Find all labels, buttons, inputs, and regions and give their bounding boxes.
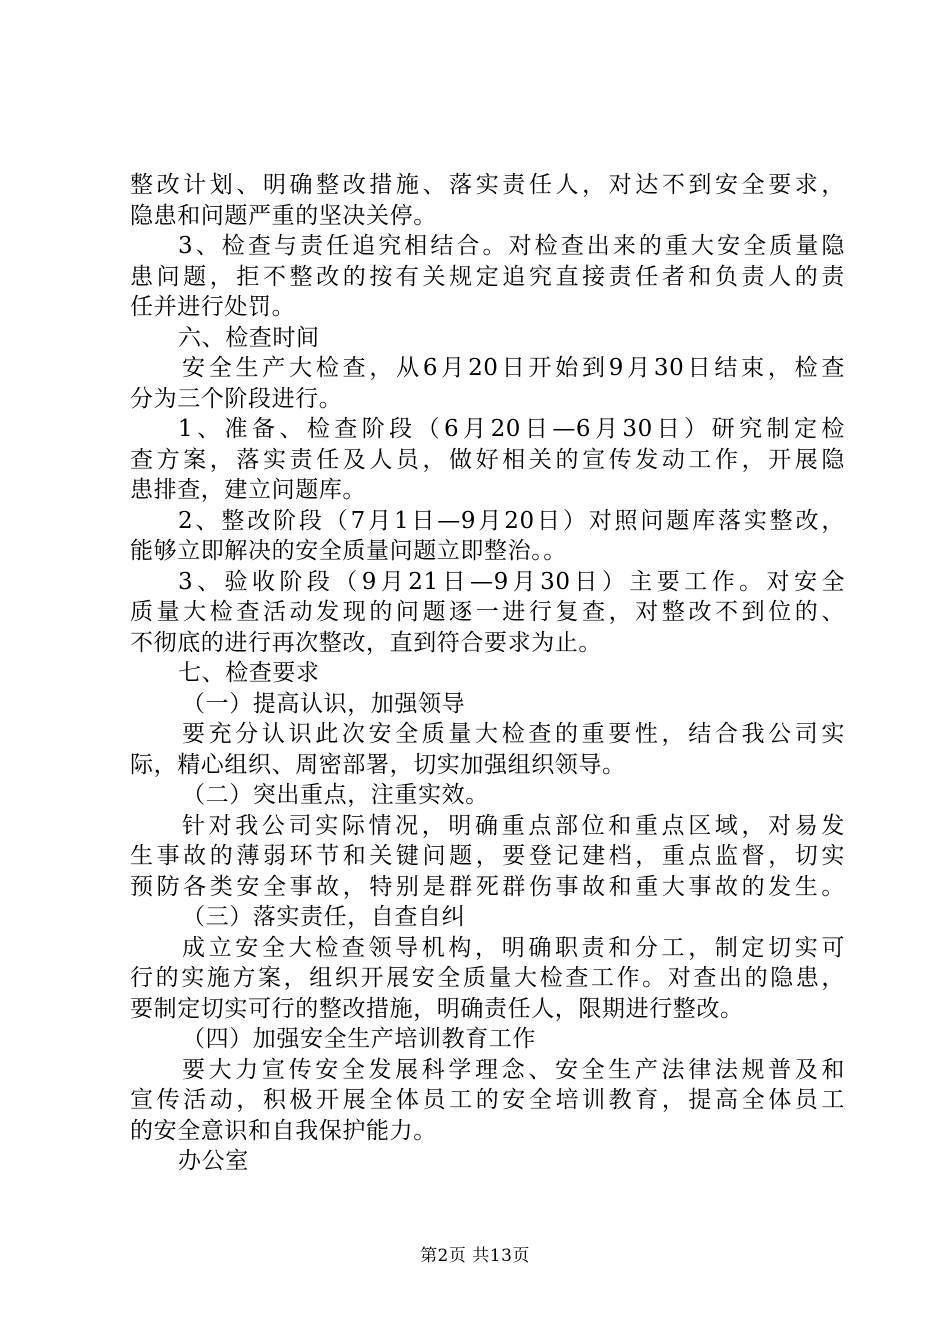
subsection-heading: （四）加强安全生产培训教育工作 [182,1026,536,1052]
text-line: 的安全意识和自我保护能力。 [130,1117,437,1144]
section-heading: 六、检查时间 [178,324,320,351]
text-line: 患排查，建立问题库。 [130,477,366,503]
subsection-heading: （一）提高认识，加强领导 [182,690,466,717]
subsection-heading: （三）落实责任，自查自纠 [182,904,466,930]
text-line: 能够立即解决的安全质量问题立即整治。。 [130,538,567,564]
text-line: 不彻底的进行再次整改，直到符合要求为止。 [130,629,602,656]
text-line: 任并进行处罚。 [130,294,296,320]
text-line: 3、检查与责任追究相结合。对检查出来的重大安全质量隐 [178,233,845,259]
text-line: 隐患和问题严重的坚决关停。 [130,202,437,229]
text-line: 针对我公司实际情况，明确重点部位和重点区域，对易发 [182,812,845,839]
text-line: 3、验收阶段（9月21日—9月30日）主要工作。对安全 [178,568,845,595]
text-line: 宣传活动，积极开展全体员工的安全培训教育，提高全体员工 [130,1087,845,1113]
text-line: 质量大检查活动发现的问题逐一进行复查，对整改不到位的、 [130,599,845,625]
text-line: 患问题，拒不整改的按有关规定追究直接责任者和负责人的责 [130,263,845,290]
text-line: 要制定切实可行的整改措施，明确责任人，限期进行整改。 [130,995,744,1022]
text-line: 际，精心组织、周密部署，切实加强组织领导。 [130,751,626,778]
text-line: 安全生产大检查，从6月20日开始到9月30日结束，检查 [182,355,845,381]
signature-line: 办公室 [178,1148,249,1174]
text-line: 行的实施方案，组织开展安全质量大检查工作。对查出的隐患， [130,965,845,991]
document-body [130,170,845,1177]
text-line: 2、整改阶段（7月1日—9月20日）对照问题库落实整改， [178,507,845,534]
text-line: 生事故的薄弱环节和关键问题，要登记建档，重点监督，切实 [130,843,845,869]
text-line: 查方案，落实责任及人员，做好相关的宣传发动工作，开展隐 [130,446,845,473]
subsection-heading: （二）突出重点，注重实效。 [182,782,489,808]
text-line: 要充分认识此次安全质量大检查的重要性，结合我公司实 [182,721,845,747]
page-number-footer: 第2页 共13页 [420,1246,530,1266]
text-line: 要大力宣传安全发展科学理念、安全生产法律法规普及和 [182,1056,845,1083]
text-line: 成立安全大检查领导机构，明确职责和分工，制定切实可 [182,934,845,961]
text-line: 1、准备、检查阶段（6月20日—6月30日）研究制定检 [178,416,845,442]
text-line: 分为三个阶段进行。 [130,385,343,412]
text-line: 整改计划、明确整改措施、落实责任人，对达不到安全要求， [130,172,845,198]
section-heading: 七、检查要求 [178,660,320,686]
text-line: 预防各类安全事故，特别是群死群伤事故和重大事故的发生。 [130,873,845,900]
